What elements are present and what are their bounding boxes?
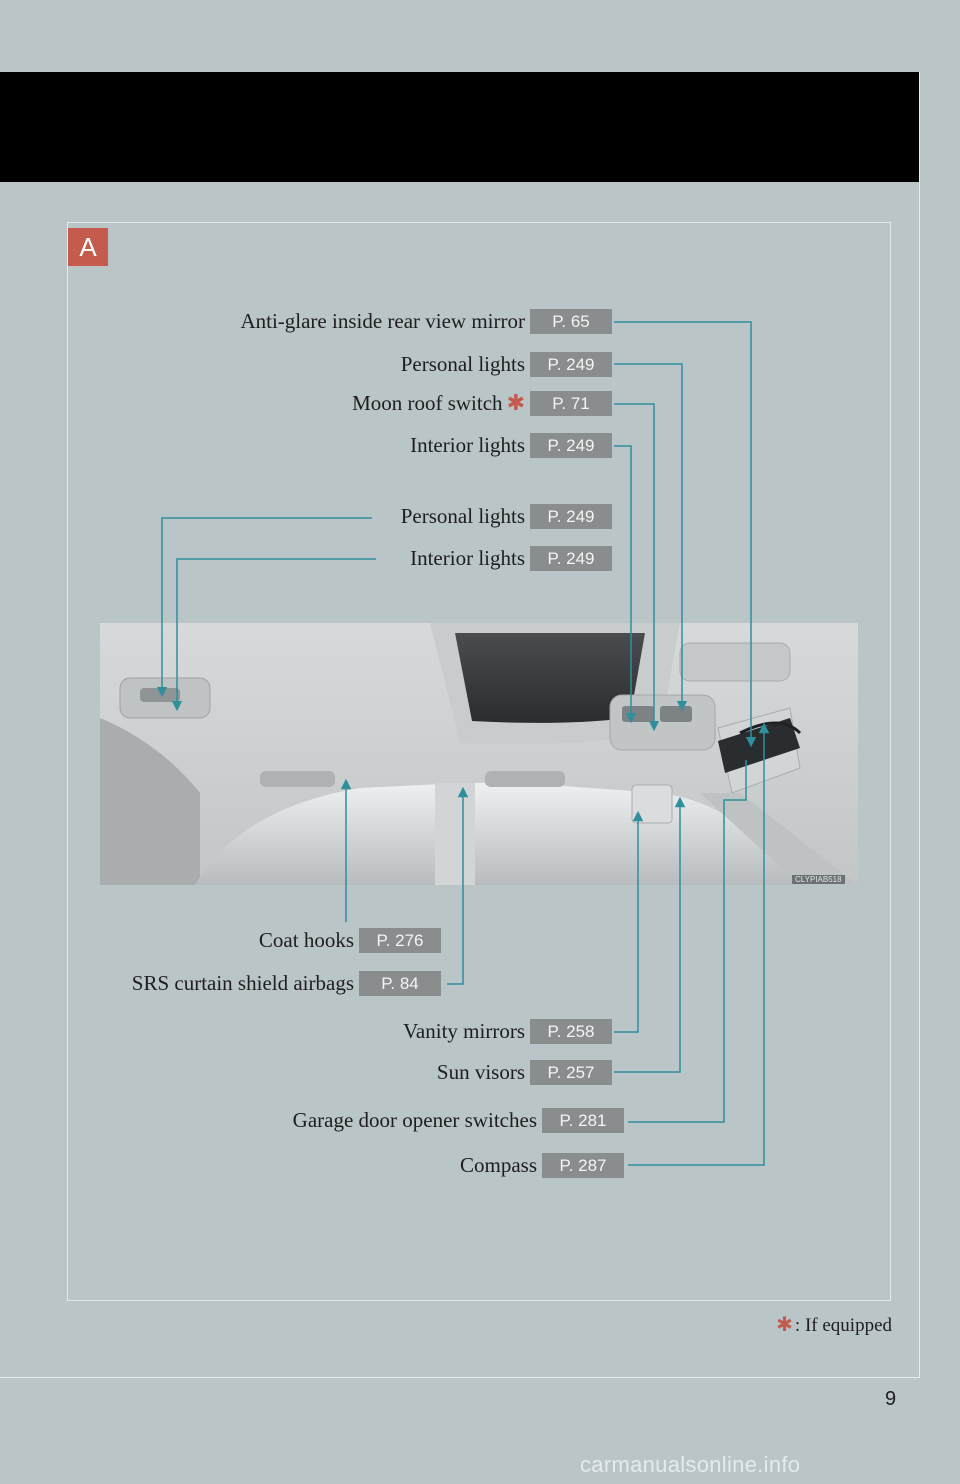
- callout-label: Sun visors: [436, 1060, 525, 1084]
- footnote-text: : If equipped: [794, 1315, 892, 1336]
- section-tab: A: [68, 228, 108, 266]
- page-ref-badge: P. 276: [359, 928, 441, 953]
- if-equipped-marker: ✱: [776, 1314, 793, 1336]
- page-ref-badge: P. 249: [530, 352, 612, 377]
- callout-label: [352, 390, 525, 416]
- page-ref-badge: P. 84: [359, 971, 441, 996]
- callout-label: Personal lights: [400, 352, 525, 376]
- page-ref-badge: P. 281: [542, 1108, 624, 1133]
- callout-label: Interior lights: [410, 546, 525, 570]
- if-equipped-marker: ✱: [506, 390, 525, 415]
- photo-code: CLYPIAB518: [792, 875, 845, 884]
- page-ref-badge: P. 258: [530, 1019, 612, 1044]
- page-ref-badge: P. 257: [530, 1060, 612, 1085]
- callout-label: Personal lights: [400, 504, 525, 528]
- page-ref-badge: P. 71: [530, 391, 612, 416]
- callout-label: Compass: [459, 1153, 537, 1177]
- callout-label-text: Moon roof switch: [352, 391, 503, 415]
- footnote: [776, 1312, 892, 1337]
- page-ref-badge: P. 65: [530, 309, 612, 334]
- callout-label: Vanity mirrors: [403, 1019, 525, 1043]
- callout-label: SRS curtain shield airbags: [131, 971, 354, 995]
- page-number: 9: [885, 1388, 897, 1410]
- callout-label: Coat hooks: [258, 928, 354, 952]
- callout-label: Interior lights: [410, 433, 525, 457]
- page-ref-badge: P. 249: [530, 546, 612, 571]
- page-ref-badge: P. 249: [530, 433, 612, 458]
- callout-label: Garage door opener switches: [292, 1108, 537, 1132]
- page-ref-badge: P. 249: [530, 504, 612, 529]
- callout-label: Anti-glare inside rear view mirror: [240, 309, 525, 333]
- page-ref-badge: P. 287: [542, 1153, 624, 1178]
- watermark: carmanualsonline.info: [580, 1452, 801, 1477]
